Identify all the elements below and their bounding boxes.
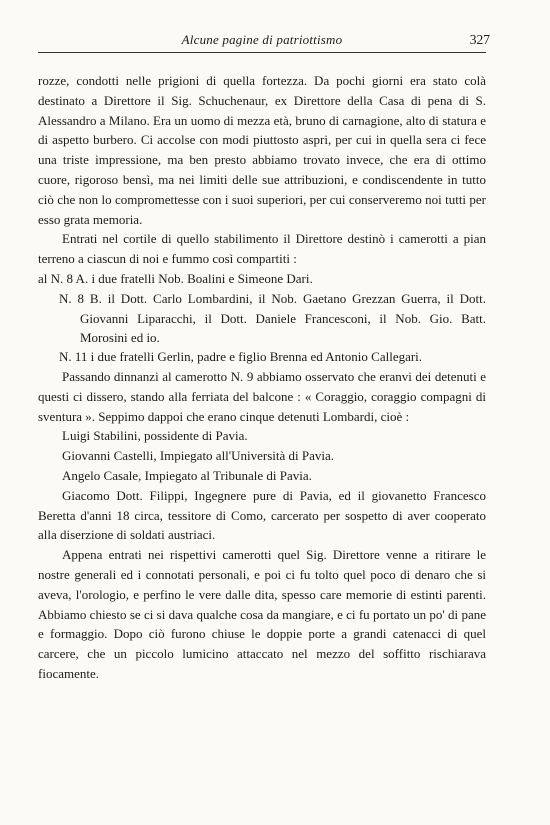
page-number: 327	[469, 32, 490, 47]
body-text	[38, 71, 486, 684]
cell-entry-8b: N. 8 B. il Dott. Carlo Lombardini, il Nob. Gaetano Grezzan Guerra, il Dott. Giovanni Liparacchi, il Dott. Daniele Francesconi, il Nob. Gio. Batt. Morosini ed io.	[59, 290, 486, 346]
paragraph-2: Entrati nel cortile di quello stabilimento il Direttore destinò i camerotti a pian terreno a ciascun di noi e fummo così compartiti :	[38, 231, 486, 267]
paragraph-4: Giacomo Dott. Filippi, Ingegnere pure di Pavia, ed il giovanetto Francesco Beretta d'anni 18 circa, tessitore di Como, carcerato per sospetto di aver cooperato alla diserzione di soldati austriaci.	[38, 487, 486, 543]
paragraph-5: Appena entrati nei rispettivi camerotti quel Sig. Direttore venne a ritirare le nostre generali ed i connotati personali, e poi ci fu tolto quel poco di denaro che si aveva, l'orologio, e perfino le vere dalle dita, spesso care memorie di estinti parenti. Abbiamo chiesto se ci si dava qualche cosa da mangiare, e ci fu portato un po' di pane e formaggio. Dopo ciò furono chiuse le doppie porte a grandi catenacci di quel carcere, che un piccolo lumicino attaccato nel mezzo del soffitto rischiarava fiocamente.	[38, 547, 486, 681]
running-title: Alcune pagine di patriottismo	[181, 32, 343, 47]
detainee-2: Giovanni Castelli, Impiegato all'Università di Pavia.	[62, 448, 335, 464]
paragraph-3: Passando dinnanzi al camerotto N. 9 abbiamo osservato che eranvi dei detenuti e questi ci dissero, stando alla ferriata del balcone : « Coraggio, coraggio compagni di sventura ». Seppimo dappoi che erano cinque detenuti Lombardi, cioè :	[38, 368, 486, 424]
cell-entry-11: N. 11 i due fratelli Gerlin, padre e figlio Brenna ed Antonio Callegari.	[59, 349, 423, 365]
page-header	[38, 30, 490, 52]
header-rule	[38, 52, 486, 53]
detainee-3: Angelo Casale, Impiegato al Tribunale di Pavia.	[62, 467, 312, 483]
cell-entry-8a: al N. 8 A. i due fratelli Nob. Boalini e Simeone Dari.	[38, 270, 313, 286]
detainee-1: Luigi Stabilini, possidente di Pavia.	[62, 428, 248, 444]
paragraph-1: rozze, condotti nelle prigioni di quella fortezza. Da pochi giorni era stato colà destinato a Direttore il Sig. Schuchenaur, ex Direttore della Casa di pena di S. Alessandro a Milano. Era un uomo di mezza età, bruno di carnagione, alto di statura e di aspetto burbero. Ci accolse con modi piuttosto aspri, per cui in quella sera ci fece una triste impressione, ma ben presto abbiamo trovato invece, che era di ottimo cuore, rigoroso bensì, ma nei limiti delle sue attribuzioni, e condiscendente in tutto ciò che non lo compromettesse con i suoi superiori, per cui conserveremo noi tutti per esso grata memoria.	[38, 73, 486, 227]
